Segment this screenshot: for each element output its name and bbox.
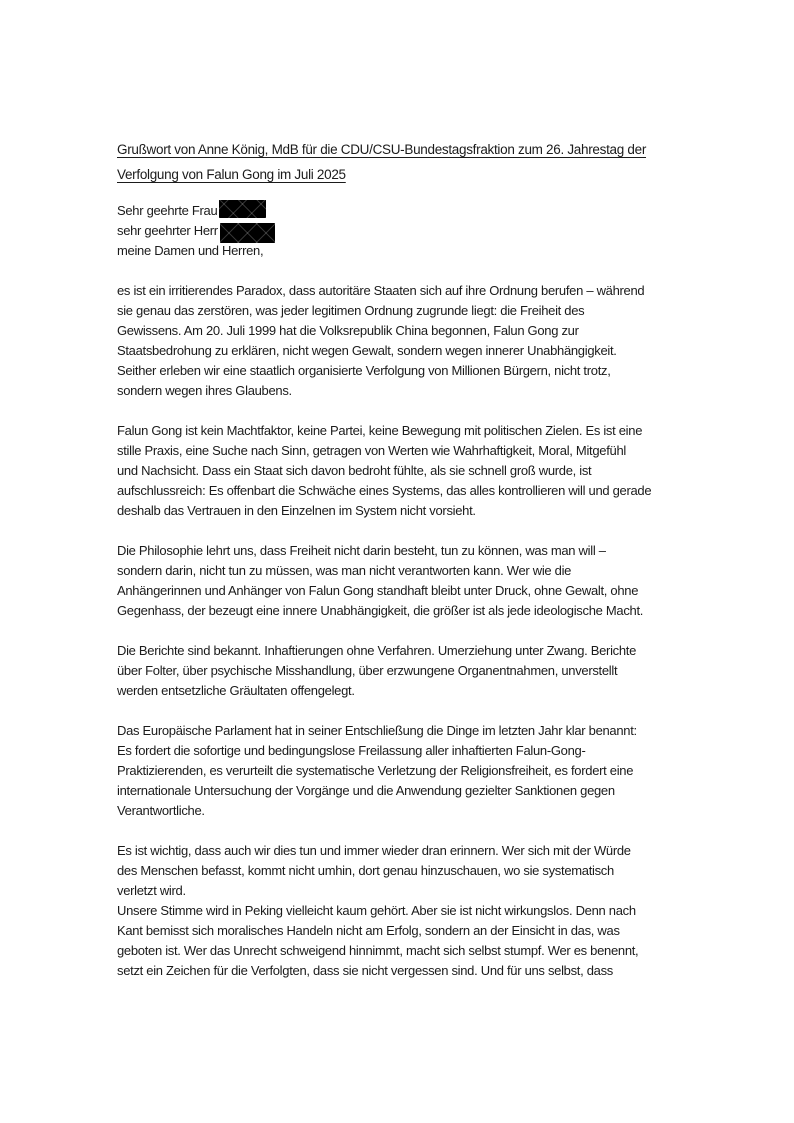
redaction-box (219, 200, 266, 218)
text-line: setzt ein Zeichen für die Verfolgten, dass sie nicht vergessen sind. Und für uns selbst, dass (117, 963, 613, 978)
letter-body (117, 281, 694, 981)
text-line: Das Europäische Parlament hat in seiner Entschließung die Dinge im letzten Jahr klar benannt: (117, 723, 637, 738)
paragraph (117, 541, 694, 621)
salutation-text: sehr geehrter Herr (117, 223, 218, 238)
text-line: über Folter, über psychische Misshandlung, über erzwungene Organentnahmen, unverstellt (117, 663, 618, 678)
text-line: geboten ist. Wer das Unrecht schweigend hinnimmt, macht sich selbst stumpf. Wer es benennt, (117, 943, 639, 958)
text-line: Kant bemisst sich moralisches Handeln nicht am Erfolg, sondern an der Einsicht in das, was (117, 923, 620, 938)
paragraph (117, 641, 694, 701)
text-line: aufschlussreich: Es offenbart die Schwäche eines Systems, das alles kontrollieren will und gerade (117, 483, 652, 498)
paragraph (117, 421, 694, 521)
paragraph (117, 721, 694, 821)
text-line: stille Praxis, eine Suche nach Sinn, getragen von Werten wie Wahrhaftigkeit, Moral, Mitgefühl (117, 443, 626, 458)
text-line: Seither erleben wir eine staatlich organisierte Verfolgung von Millionen Bürgern, nicht trotz, (117, 363, 611, 378)
text-line: Gegenhass, der bezeugt eine innere Unabhängigkeit, die größer ist als jede ideologische Macht. (117, 603, 644, 618)
text-line: sondern wegen ihres Glaubens. (117, 383, 292, 398)
text-line: Verantwortliche. (117, 803, 205, 818)
text-line: werden entsetzliche Gräultaten offengelegt. (117, 683, 355, 698)
salutation (117, 201, 694, 261)
title-line: Verfolgung von Falun Gong im Juli 2025 (117, 167, 346, 182)
text-line: Falun Gong ist kein Machtfaktor, keine Partei, keine Bewegung mit politischen Zielen. Es ist eine (117, 423, 643, 438)
text-line: Die Philosophie lehrt uns, dass Freiheit nicht darin besteht, tun zu können, was man will – (117, 543, 606, 558)
paragraph (117, 841, 694, 981)
text-line: Praktizierenden, es verurteilt die systematische Verletzung der Religionsfreiheit, es fordert eine (117, 763, 634, 778)
title-line: Grußwort von Anne König, MdB für die CDU/CSU-Bundestagsfraktion zum 26. Jahrestag der (117, 142, 647, 157)
salutation-line (117, 221, 694, 241)
text-line: Die Berichte sind bekannt. Inhaftierungen ohne Verfahren. Umerziehung unter Zwang. Berichte (117, 643, 637, 658)
redaction-box (220, 223, 275, 243)
text-line: Es fordert die sofortige und bedingungslose Freilassung aller inhaftierten Falun-Gong- (117, 743, 586, 758)
text-line: sie genau das zerstören, was jeder legitimen Ordnung zugrunde liegt: die Freiheit des (117, 303, 585, 318)
salutation-line (117, 201, 694, 221)
text-line: Staatsbedrohung zu erklären, nicht wegen Gewalt, sondern wegen innerer Unabhängigkeit. (117, 343, 617, 358)
salutation-text: meine Damen und Herren, (117, 243, 264, 258)
paragraph (117, 281, 694, 401)
text-line: verletzt wird. (117, 883, 186, 898)
text-line: Anhängerinnen und Anhänger von Falun Gong standhaft bleibt unter Druck, ohne Gewalt, ohne (117, 583, 639, 598)
text-line: internationale Untersuchung der Vorgänge und die Anwendung gezielter Sanktionen gegen (117, 783, 615, 798)
salutation-line (117, 241, 694, 261)
text-line: Es ist wichtig, dass auch wir dies tun und immer wieder dran erinnern. Wer sich mit der Würde (117, 843, 631, 858)
text-line: des Menschen befasst, kommt nicht umhin, dort genau hinzuschauen, wo sie systematisch (117, 863, 614, 878)
text-line: und Nachsicht. Dass ein Staat sich davon bedroht fühlte, als sie schnell groß wurde, ist (117, 463, 592, 478)
text-line: es ist ein irritierendes Paradox, dass autoritäre Staaten sich auf ihre Ordnung berufen – während (117, 283, 645, 298)
text-line: Unsere Stimme wird in Peking vielleicht kaum gehört. Aber sie ist nicht wirkungslos. Denn nach (117, 903, 636, 918)
salutation-text: Sehr geehrte Frau (117, 203, 218, 218)
text-line: sondern darin, nicht tun zu müssen, was man nicht verantworten kann. Wer wie die (117, 563, 572, 578)
document-title (117, 137, 694, 187)
text-line: Gewissens. Am 20. Juli 1999 hat die Volksrepublik China begonnen, Falun Gong zur (117, 323, 579, 338)
text-line: deshalb das Vertrauen in den Einzelnen im System nicht vorsieht. (117, 503, 476, 518)
